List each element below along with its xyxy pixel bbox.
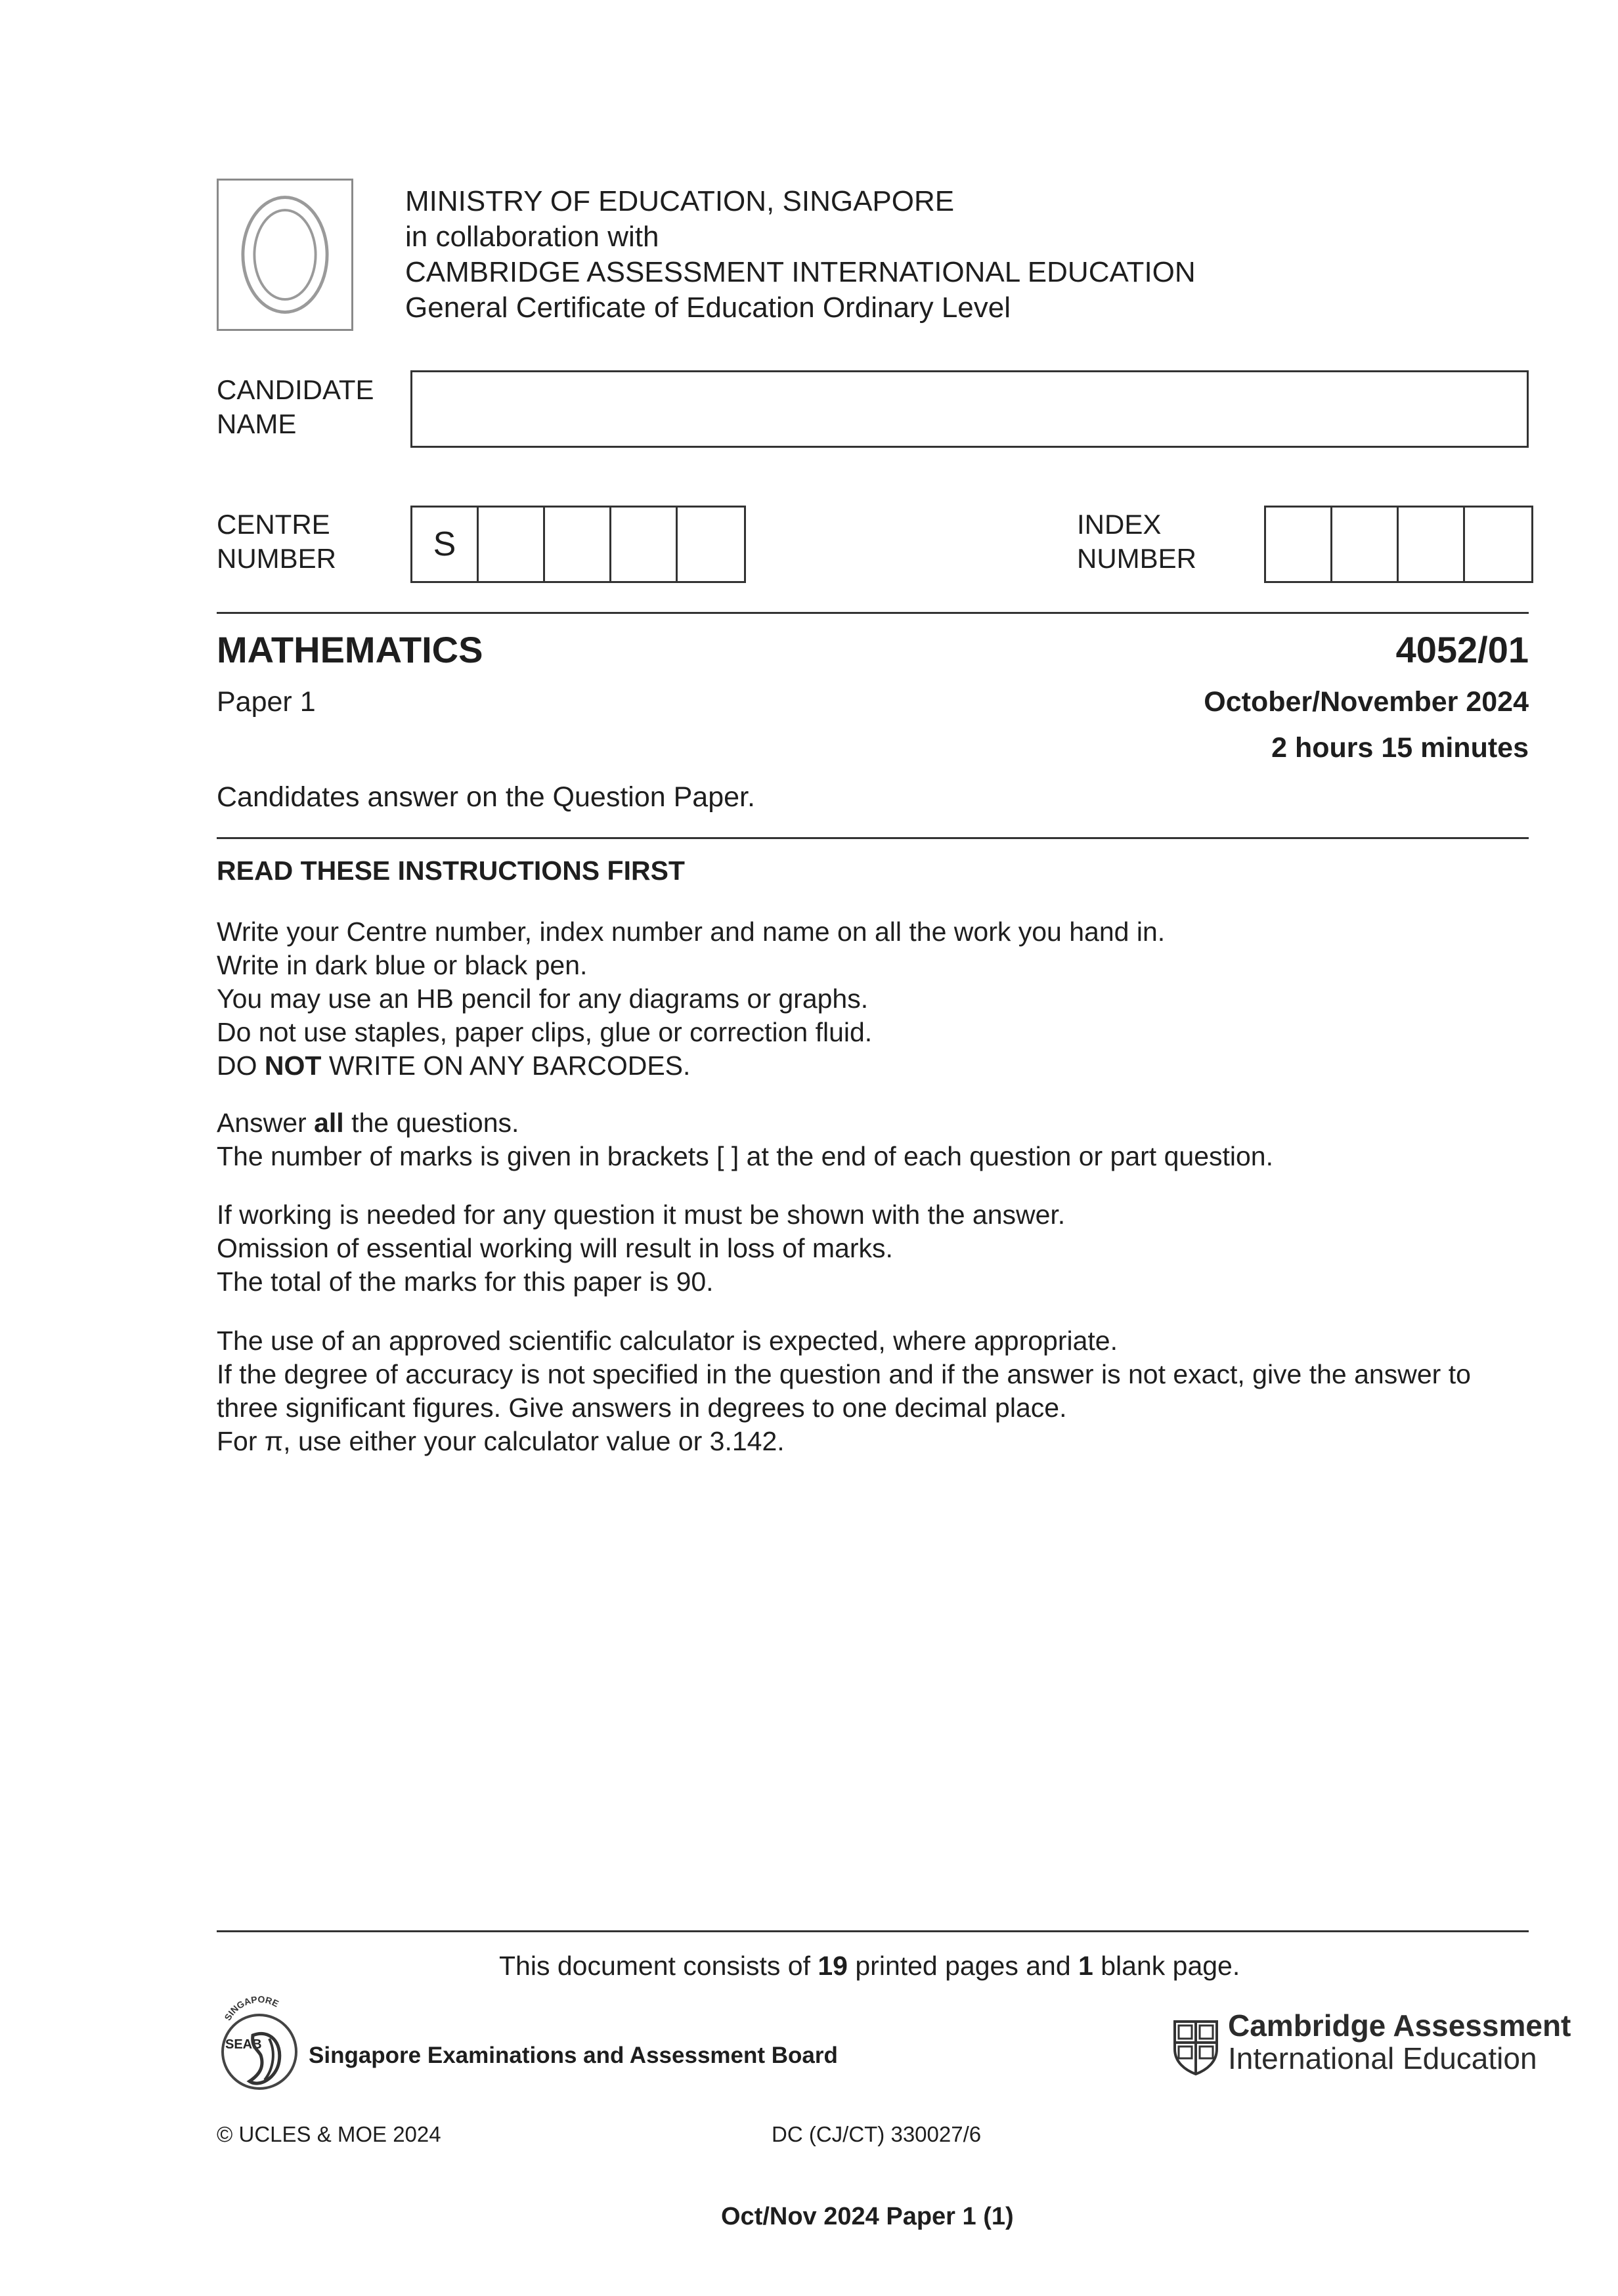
divider: [217, 837, 1529, 839]
subject-title: MATHEMATICS: [217, 629, 483, 670]
seab-ring-text: SINGAPORE: [222, 1993, 281, 2023]
paper-code: 4052/01: [1395, 629, 1529, 670]
printed-pages-count: 19: [818, 1951, 848, 1981]
page-count-mid: printed pages and: [847, 1951, 1079, 1981]
barcode-text-pre: DO: [217, 1051, 265, 1081]
header-text: [405, 184, 1196, 326]
instruction-line: The total of the marks for this paper is 90.: [217, 1267, 714, 1297]
cambridge-logo-line1: Cambridge Assessment: [1228, 2008, 1571, 2043]
header-line-gce: General Certificate of Education Ordinary Level: [405, 292, 1011, 324]
instruction-line: Write your Centre number, index number and name on all the work you hand in.: [217, 917, 1166, 947]
footer-divider: [217, 1930, 1529, 1932]
seab-name: Singapore Examinations and Assessment Board: [309, 2043, 838, 2068]
page-count-note: [499, 1949, 1240, 1983]
cambridge-logo-text: [1228, 2009, 1571, 2075]
divider: [217, 612, 1529, 614]
answer-text-post: the questions.: [343, 1108, 519, 1138]
seab-lion-logo-icon: [213, 1989, 305, 2094]
instructions-block-answers: [217, 1106, 1273, 1173]
barcode-text-post: WRITE ON ANY BARCODES.: [321, 1051, 691, 1081]
paper-number: Paper 1: [217, 686, 316, 718]
index-number-digit-box[interactable]: [1399, 508, 1465, 581]
page-count-post: blank page.: [1093, 1951, 1240, 1981]
index-number-digit-box[interactable]: [1266, 508, 1332, 581]
instruction-line: Do not use staples, paper clips, glue or correction fluid.: [217, 1017, 873, 1047]
index-number-digit-box[interactable]: [1465, 508, 1531, 581]
instruction-line: For π, use either your calculator value or 3.142.: [217, 1426, 785, 1456]
index-number-label: [1077, 508, 1196, 576]
cambridge-shield-icon: [1172, 2019, 1219, 2075]
instruction-line: Write in dark blue or black pen.: [217, 950, 588, 980]
centre-number-digit-box[interactable]: [479, 508, 545, 581]
document-code: DC (CJ/CT) 330027/6: [772, 2122, 982, 2146]
candidate-name-label: [217, 373, 374, 441]
centre-number-boxes: [410, 506, 746, 583]
instructions-heading: READ THESE INSTRUCTIONS FIRST: [217, 856, 685, 886]
page-tag: Oct/Nov 2024 Paper 1 (1): [721, 2203, 1014, 2230]
answer-text-pre: Answer: [217, 1108, 315, 1138]
cambridge-logo-line2: International Education: [1228, 2041, 1537, 2075]
instructions-block-working: [217, 1198, 1065, 1299]
candidate-name-label-line2: NAME: [217, 408, 297, 439]
barcode-text-bold: NOT: [264, 1051, 322, 1081]
instruction-line: The number of marks is given in brackets [ ] at the end of each question or part question.: [217, 1141, 1273, 1171]
candidate-name-field[interactable]: [410, 370, 1529, 448]
instruction-line: three significant figures. Give answers in degrees to one decimal place.: [217, 1393, 1067, 1423]
answer-text-bold: all: [314, 1108, 344, 1138]
o-level-logo-graphic: [219, 181, 351, 329]
exam-session: October/November 2024: [1204, 686, 1529, 718]
centre-number-digit-box[interactable]: [611, 508, 678, 581]
centre-number-label: [217, 508, 336, 576]
index-number-label-line1: INDEX: [1077, 509, 1162, 540]
o-level-logo: [217, 179, 353, 331]
seab-logo-text: SEAB: [225, 2037, 262, 2052]
blank-pages-count: 1: [1078, 1951, 1093, 1981]
instruction-line: You may use an HB pencil for any diagrams or graphs.: [217, 984, 869, 1014]
instruction-line: If the degree of accuracy is not specified in the question and if the answer is not exact, give the answer to: [217, 1359, 1471, 1389]
instructions-block-calculator: [217, 1324, 1471, 1458]
index-number-label-line2: NUMBER: [1077, 543, 1197, 574]
header-line-cambridge: CAMBRIDGE ASSESSMENT INTERNATIONAL EDUCATION: [405, 256, 1196, 288]
index-number-boxes: [1264, 506, 1533, 583]
copyright: © UCLES & MOE 2024: [217, 2122, 441, 2146]
instruction-line: The use of an approved scientific calculator is expected, where appropriate.: [217, 1326, 1118, 1356]
answer-note: Candidates answer on the Question Paper.: [217, 781, 755, 813]
exam-duration: 2 hours 15 minutes: [1271, 732, 1529, 764]
centre-number-digit-box[interactable]: [545, 508, 611, 581]
page-count-pre: This document consists of: [499, 1951, 818, 1981]
index-number-digit-box[interactable]: [1332, 508, 1399, 581]
instruction-line: Omission of essential working will result in loss of marks.: [217, 1233, 893, 1263]
centre-number-label-line1: CENTRE: [217, 509, 330, 540]
instruction-line-answer-all: [217, 1106, 1273, 1140]
instruction-line-barcodes: [217, 1049, 1165, 1083]
centre-number-prefix: S: [412, 508, 479, 581]
centre-number-digit-box[interactable]: [678, 508, 744, 581]
centre-number-label-line2: NUMBER: [217, 543, 337, 574]
header-line-ministry: MINISTRY OF EDUCATION, SINGAPORE: [405, 185, 955, 217]
instruction-line: If working is needed for any question it must be shown with the answer.: [217, 1200, 1066, 1230]
instructions-block-general: [217, 915, 1165, 1083]
candidate-name-label-line1: CANDIDATE: [217, 374, 374, 405]
header-line-collab: in collaboration with: [405, 221, 659, 253]
